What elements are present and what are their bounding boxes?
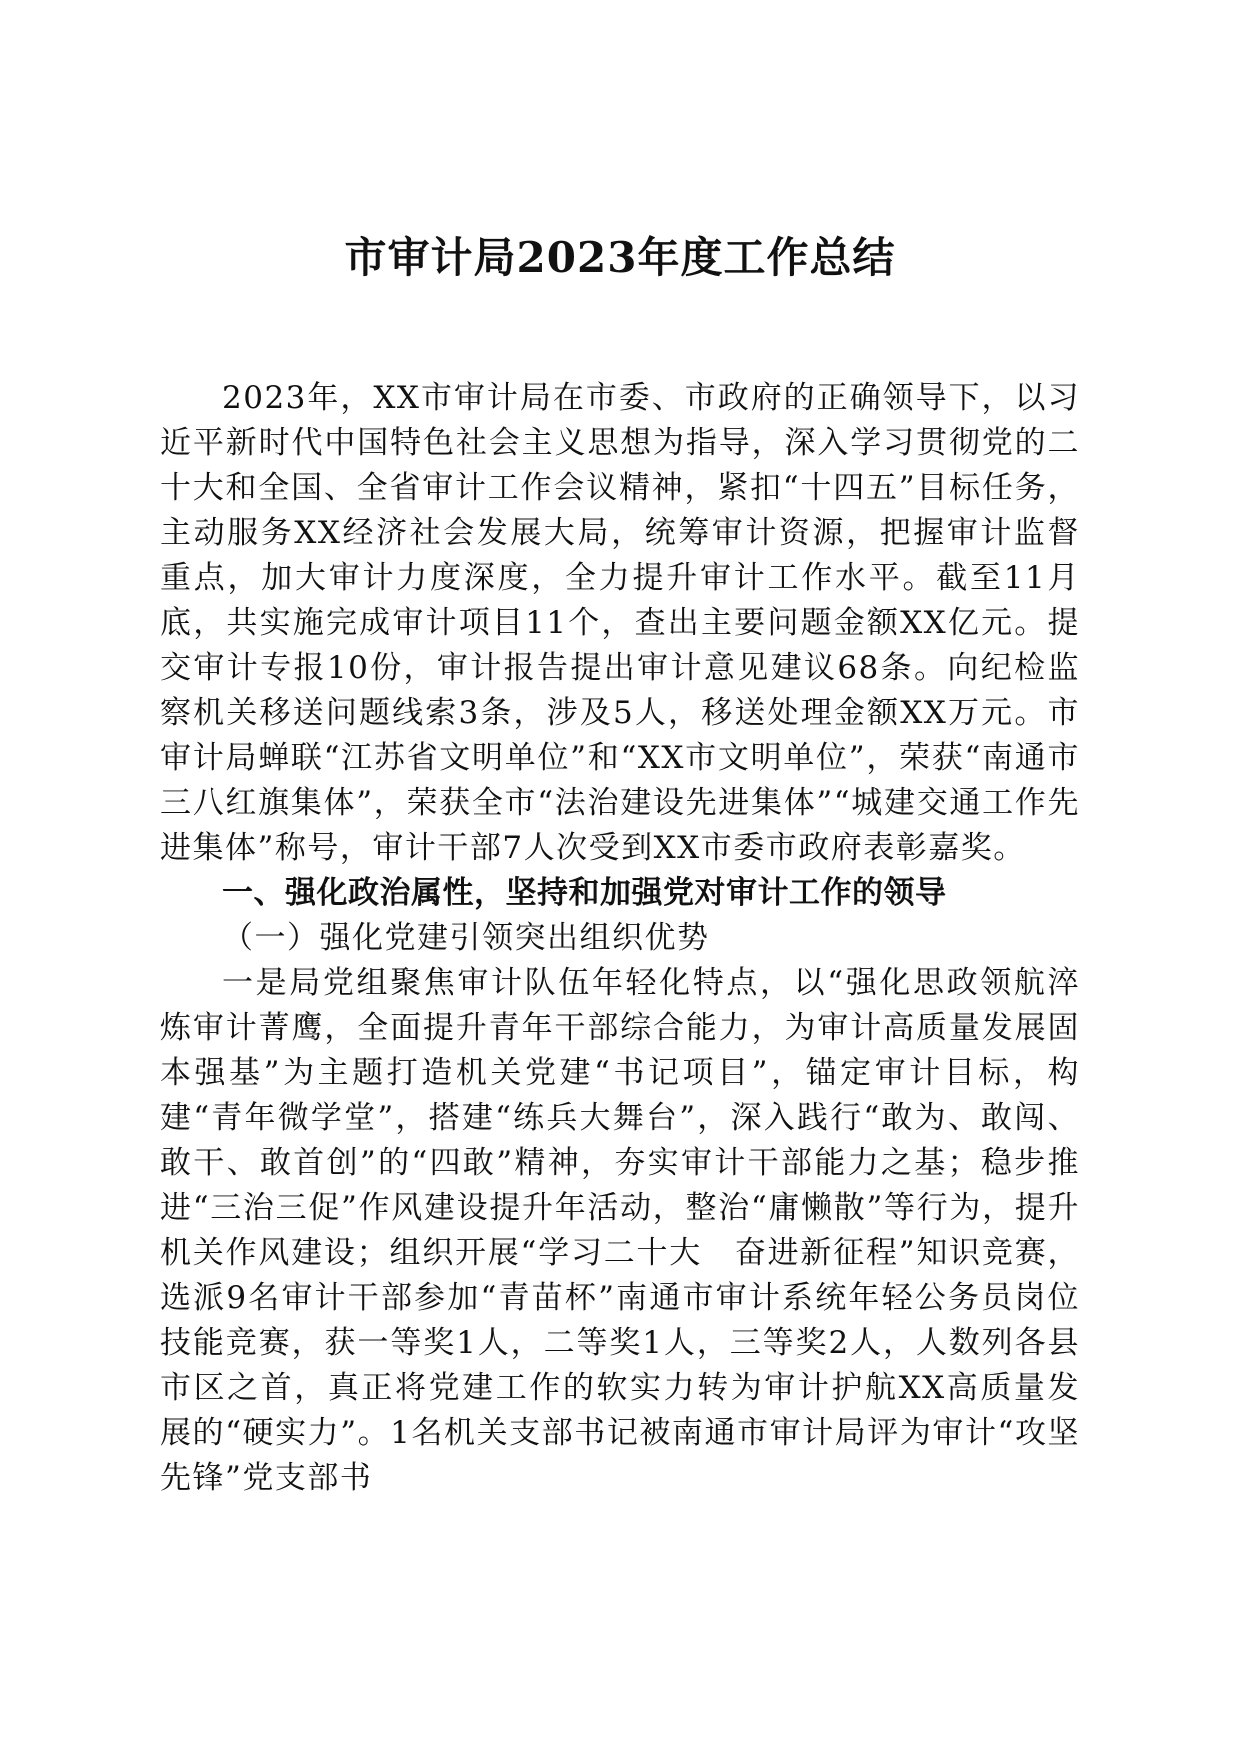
document-body (160, 376, 1080, 1501)
subsection-1-paragraph: 一是局党组聚焦审计队伍年轻化特点，以“强化思政领航淬炼审计菁鹰，全面提升青年干部综合能力，为审计高质量发展固本强基”为主题打造机关党建“书记项目”，锚定审计目标，构建“青年微学堂”，搭建“练兵大舞台”，深入践行“敢为、敢闯、敢干、敢首创”的“四敢”精神，夯实审计干部能力之基；稳步推进“三治三促”作风建设提升年活动，整治“庸懒散”等行为，提升机关作风建设；组织开展“学习二十大 奋进新征程”知识竞赛，选派9名审计干部参加“青苗杯”南通市审计系统年轻公务员岗位技能竞赛，获一等奖1人，二等奖1人，三等奖2人，人数列各县市区之首，真正将党建工作的软实力转为审计护航XX高质量发展的“硬实力”。1名机关支部书记被南通市审计局评为审计“攻坚先锋”党支部书 (160, 965, 1080, 1496)
subsection-heading-1: （一）强化党建引领突出组织优势 (222, 920, 710, 956)
document-title: 市审计局2023年度工作总结 (344, 233, 896, 282)
intro-paragraph: 2023年，XX市审计局在市委、市政府的正确领导下，以习近平新时代中国特色社会主义思想为指导，深入学习贯彻党的二十大和全国、全省审计工作会议精神，紧扣“十四五”目标任务，主动服务XX经济社会发展大局，统筹审计资源，把握审计监督重点，加大审计力度深度，全力提升审计工作水平。截至11月底，共实施完成审计项目11个，查出主要问题金额XX亿元。提交审计专报10份，审计报告提出审计意见建议68条。向纪检监察机关移送问题线索3条，涉及5人，移送处理金额XX万元。市审计局蝉联“江苏省文明单位”和“XX市文明单位”，荣获“南通市三八红旗集体”，荣获全市“法治建设先进集体”“城建交通工作先进集体”称号，审计干部7人次受到XX市委市政府表彰嘉奖。 (160, 380, 1080, 866)
section-heading-1: 一、强化政治属性，坚持和加强党对审计工作的领导 (222, 875, 947, 911)
